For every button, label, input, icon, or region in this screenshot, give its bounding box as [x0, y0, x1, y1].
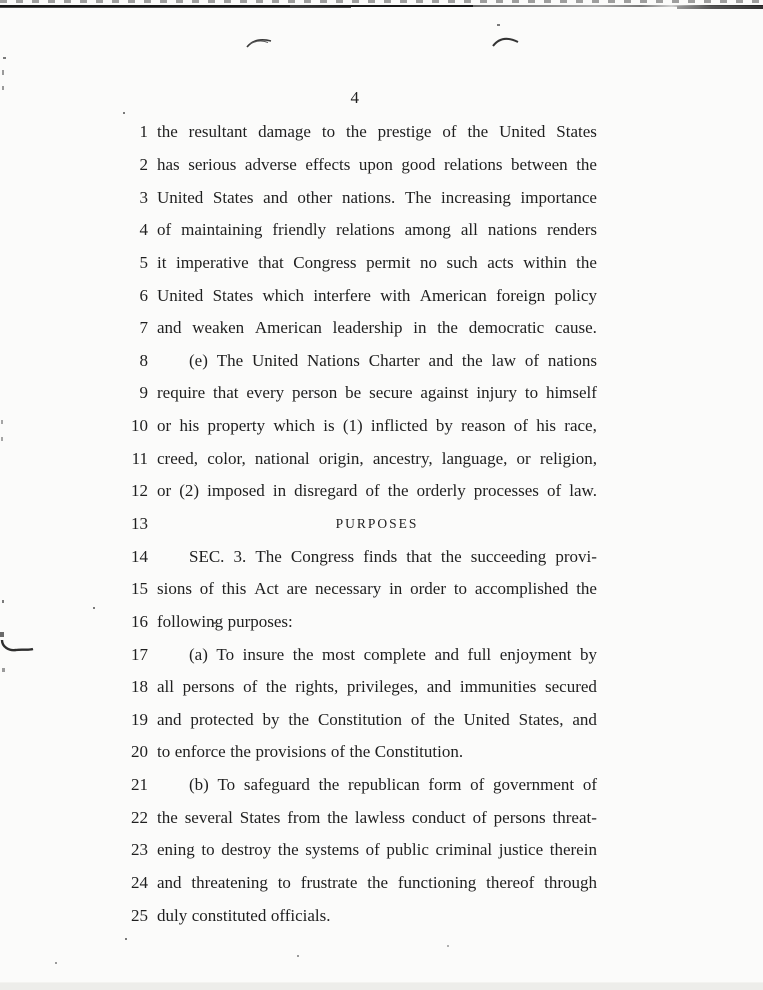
line-text: following purposes: — [157, 611, 293, 631]
line-number: 14 — [131, 546, 148, 566]
section-heading: PURPOSES — [335, 516, 419, 531]
line-number: 15 — [131, 579, 148, 599]
line-number: 20 — [131, 742, 148, 762]
line-text: and weaken American leadership in the democratic cause. — [157, 318, 597, 338]
line-number: 21 — [131, 775, 148, 795]
line-number: 17 — [131, 644, 148, 664]
line-text: of maintaining friendly relations among all nations renders — [157, 220, 597, 240]
text-line-3 — [0, 181, 763, 214]
line-number: 24 — [131, 873, 148, 893]
line-text: or his property which is (1) inflicted by reason of his race, — [157, 416, 597, 436]
line-text: (b) To safeguard the republican form of government of — [189, 775, 597, 795]
line-number: 5 — [139, 252, 148, 272]
line-number: 11 — [131, 448, 148, 468]
text-line-17 — [0, 638, 763, 671]
text-lines — [0, 116, 763, 932]
text-line-21 — [0, 769, 763, 802]
scan-speck — [125, 938, 127, 940]
text-line-2 — [0, 149, 763, 182]
line-number: 9 — [139, 383, 148, 403]
scan-speck — [3, 57, 6, 59]
line-text: creed, color, national origin, ancestry, language, or religion, — [157, 448, 597, 468]
text-line-7 — [0, 312, 763, 345]
line-text: it imperative that Congress permit no such acts within the — [157, 252, 597, 272]
text-line-20 — [0, 736, 763, 769]
text-line-23 — [0, 834, 763, 867]
line-number: 18 — [131, 677, 148, 697]
line-text: the several States from the lawless conduct of persons threat- — [157, 807, 597, 827]
line-number: 8 — [139, 350, 148, 370]
line-number: 7 — [139, 318, 148, 338]
line-text: United States which interfere with American foreign policy — [157, 285, 597, 305]
scan-speck — [123, 112, 125, 114]
line-number: 16 — [131, 611, 148, 631]
scan-speck — [55, 962, 57, 964]
line-text: SEC. 3. The Congress finds that the succeeding provi- — [189, 546, 597, 566]
text-line-15 — [0, 573, 763, 606]
line-text: has serious adverse effects upon good relations between the — [157, 154, 597, 174]
line-number: 23 — [131, 840, 148, 860]
line-text: United States and other nations. The increasing importance — [157, 187, 597, 207]
line-number: 13 — [131, 514, 148, 533]
scan-speck — [2, 70, 4, 75]
line-number: 19 — [131, 709, 148, 729]
scan-top-dark-line-2 — [0, 7, 351, 8]
scan-top-dashed-edge — [0, 0, 763, 3]
line-number: 4 — [139, 220, 148, 240]
line-number: 1 — [139, 122, 148, 142]
line-text: the resultant damage to the prestige of the United States — [157, 122, 597, 142]
line-text: and threatening to frustrate the functioning thereof through — [157, 873, 597, 893]
text-line-5 — [0, 247, 763, 280]
line-number: 10 — [131, 416, 148, 436]
scan-speck — [447, 945, 449, 947]
text-line-11 — [0, 442, 763, 475]
text-line-24 — [0, 867, 763, 900]
line-text: sions of this Act are necessary in order to accomplished the — [157, 579, 597, 599]
line-text: or (2) imposed in disregard of the orderly processes of law. — [157, 481, 597, 501]
text-line-9 — [0, 377, 763, 410]
text-line-18 — [0, 671, 763, 704]
page-number: 4 — [350, 88, 360, 107]
text-line-6 — [0, 279, 763, 312]
line-text: ening to destroy the systems of public criminal justice therein — [157, 840, 597, 860]
text-line-4 — [0, 214, 763, 247]
line-text: require that every person be secure against injury to himself — [157, 383, 597, 403]
scan-top-right-mark — [677, 6, 763, 9]
line-number: 3 — [139, 187, 148, 207]
text-line-12 — [0, 475, 763, 508]
scan-speck — [497, 24, 500, 26]
line-text: (a) To insure the most complete and full enjoyment by — [189, 644, 597, 664]
scan-speck — [2, 86, 4, 90]
line-text: (e) The United Nations Charter and the law of nations — [189, 350, 597, 370]
text-line-25 — [0, 899, 763, 932]
line-text: to enforce the provisions of the Constitution. — [157, 742, 464, 762]
line-number: 6 — [139, 285, 148, 305]
text-line-13 — [0, 508, 763, 541]
text-line-19 — [0, 704, 763, 737]
text-line-16 — [0, 606, 763, 639]
line-text: duly constituted officials. — [157, 905, 331, 925]
pen-arc-mark-left-icon — [246, 35, 274, 50]
line-number: 12 — [131, 481, 148, 501]
scan-speck — [297, 955, 299, 957]
line-number: 25 — [131, 905, 148, 925]
text-line-14 — [0, 540, 763, 573]
line-number: 2 — [139, 154, 148, 174]
text-line-1 — [0, 116, 763, 149]
text-line-8 — [0, 344, 763, 377]
line-text: all persons of the rights, privileges, and immunities secured — [157, 677, 597, 697]
text-line-22 — [0, 801, 763, 834]
pen-arc-mark-right-icon — [492, 34, 519, 48]
line-number: 22 — [131, 807, 148, 827]
text-line-10 — [0, 410, 763, 443]
bottom-scan-band — [0, 982, 763, 990]
line-text: and protected by the Constitution of the United States, and — [157, 709, 597, 729]
